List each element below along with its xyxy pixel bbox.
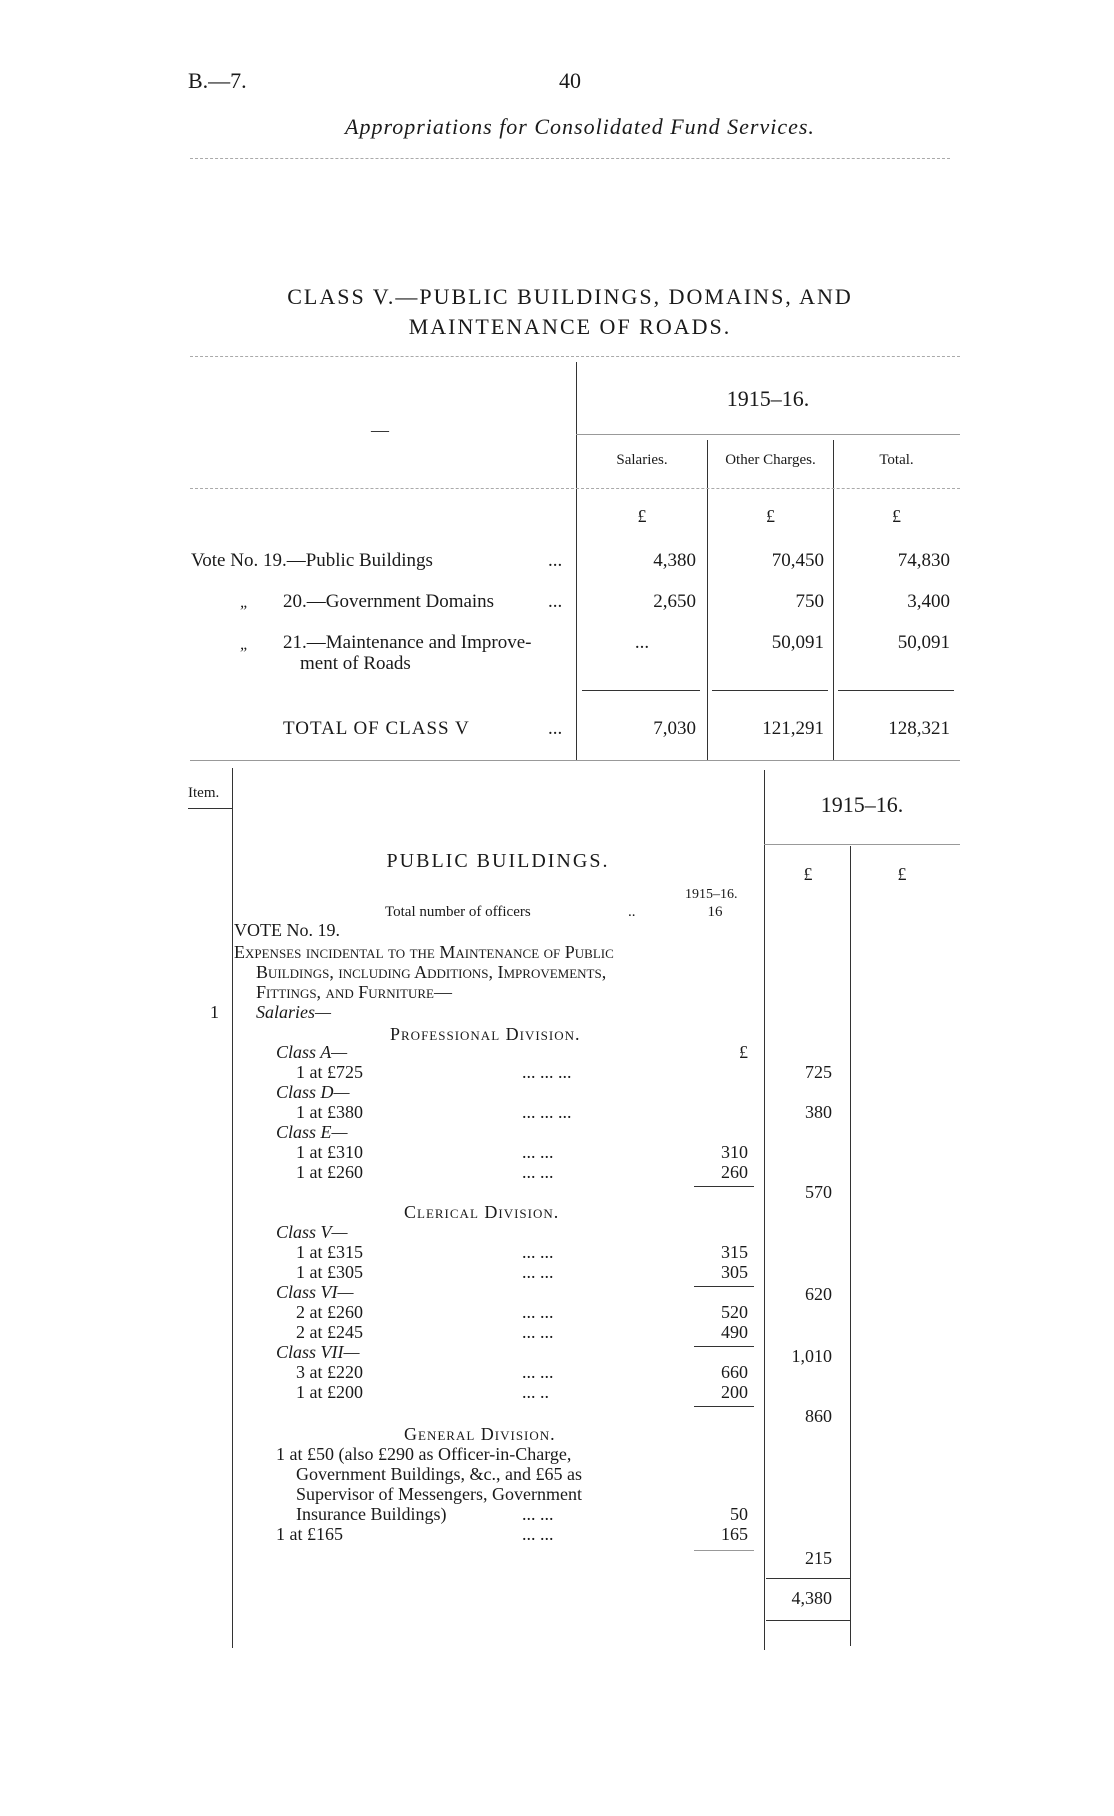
clerical-heading: Clerical Division. bbox=[404, 1202, 560, 1222]
summary-row-label-line2: ment of Roads bbox=[300, 653, 411, 674]
general-entry1-line4: Insurance Buildings) bbox=[296, 1504, 447, 1524]
class-label: Class A— bbox=[276, 1042, 348, 1062]
entry-leader: ... ... bbox=[522, 1242, 554, 1262]
summary-currency-salaries: £ bbox=[637, 506, 647, 526]
section-title: PUBLIC BUILDINGS. bbox=[386, 850, 610, 872]
subtotal-value: 725 bbox=[805, 1062, 832, 1082]
officers-year: 1915–16. bbox=[685, 887, 738, 902]
entry-leader: ... ... bbox=[522, 1302, 554, 1322]
summary-row-label-line1: 21.—Maintenance and Improve- bbox=[283, 632, 532, 653]
entry-text: 2 at £260 bbox=[296, 1302, 363, 1322]
entry-text: 1 at £725 bbox=[296, 1062, 363, 1082]
class-label: Class V— bbox=[276, 1222, 348, 1242]
ditto-mark: „ bbox=[240, 636, 249, 653]
entry-leader: ... ... bbox=[522, 1322, 554, 1342]
header-rule bbox=[190, 158, 950, 159]
running-title: Appropriations for Consolidated Fund Services. bbox=[345, 114, 815, 139]
amount-value: 660 bbox=[721, 1362, 748, 1382]
summary-row-salaries: ... bbox=[634, 632, 650, 653]
entry-text: 2 at £245 bbox=[296, 1322, 363, 1342]
amount-value: 520 bbox=[721, 1302, 748, 1322]
summary-row-other: 70,450 bbox=[771, 550, 824, 571]
subtotal-value: 215 bbox=[805, 1548, 832, 1568]
general-heading: General Division. bbox=[404, 1424, 556, 1444]
summary-total-total: 128,321 bbox=[888, 718, 950, 739]
entry-text: 1 at £305 bbox=[296, 1262, 363, 1282]
class-label: Class E— bbox=[276, 1122, 348, 1142]
officers-count: 16 bbox=[707, 904, 723, 920]
summary-total-other: 121,291 bbox=[762, 718, 824, 739]
professional-pound-sign: £ bbox=[739, 1042, 748, 1062]
summary-row-total: 74,830 bbox=[897, 550, 950, 571]
officers-leader: .. bbox=[628, 904, 636, 920]
amount-value: 50 bbox=[730, 1504, 748, 1524]
summary-row-other: 750 bbox=[795, 591, 824, 612]
entry-leader: ... ... bbox=[522, 1262, 554, 1282]
detail-currency-col1: £ bbox=[803, 864, 813, 884]
salaries-label: Salaries— bbox=[256, 1002, 332, 1022]
summary-row-leader: ... bbox=[548, 591, 563, 612]
amount-value: 260 bbox=[721, 1162, 748, 1182]
general-entry1-line3: Supervisor of Messengers, Government bbox=[296, 1484, 582, 1504]
summary-currency-other: £ bbox=[766, 506, 775, 526]
summary-row-total: 3,400 bbox=[907, 591, 950, 612]
officers-label: Total number of officers bbox=[385, 904, 531, 920]
entry-leader: ... ... ... bbox=[522, 1062, 572, 1082]
class-title-line1: CLASS V.—PUBLIC BUILDINGS, DOMAINS, AND bbox=[287, 284, 853, 309]
ditto-mark: „ bbox=[240, 594, 249, 611]
general-entry1-line1: 1 at £50 (also £290 as Officer-in-Charge, bbox=[276, 1444, 572, 1464]
item-column-header: Item. bbox=[188, 785, 220, 801]
amount-value: 490 bbox=[721, 1322, 748, 1342]
document-reference: B.—7. bbox=[188, 68, 247, 93]
amount-value: 305 bbox=[721, 1262, 748, 1282]
general-entry1-line2: Government Buildings, &c., and £65 as bbox=[296, 1464, 582, 1484]
amount-value: 200 bbox=[721, 1382, 748, 1402]
general-entry2: 1 at £165 bbox=[276, 1524, 343, 1544]
class-label: Class D— bbox=[276, 1082, 350, 1102]
grand-total: 4,380 bbox=[791, 1588, 832, 1608]
expenses-line3: Fittings, and Furniture— bbox=[256, 982, 452, 1002]
class-label: Class VII— bbox=[276, 1342, 360, 1362]
amount-value: 315 bbox=[721, 1242, 748, 1262]
entry-leader: ... .. bbox=[522, 1382, 549, 1402]
summary-row-label: 20.—Government Domains bbox=[283, 591, 495, 612]
item-number: 1 bbox=[210, 1002, 219, 1022]
subtotal-value: 380 bbox=[805, 1102, 832, 1122]
entry-text: 1 at £260 bbox=[296, 1162, 363, 1182]
entry-text: 1 at £380 bbox=[296, 1102, 363, 1122]
expenses-line2: Buildings, including Additions, Improvements, bbox=[256, 962, 607, 982]
summary-row-salaries: 2,650 bbox=[653, 591, 696, 612]
summary-year-header: 1915–16. bbox=[726, 386, 810, 411]
class-title-line2: MAINTENANCE OF ROADS. bbox=[408, 314, 732, 339]
summary-currency-total: £ bbox=[892, 506, 901, 526]
summary-row-other: 50,091 bbox=[771, 632, 824, 653]
detail-year-header: 1915–16. bbox=[820, 792, 904, 817]
amount-value: 165 bbox=[721, 1524, 748, 1544]
summary-row-total: 50,091 bbox=[897, 632, 950, 653]
expenses-line1: Expenses incidental to the Maintenance of Public bbox=[234, 942, 614, 962]
summary-row-salaries: 4,380 bbox=[653, 550, 696, 571]
vote-heading: VOTE No. 19. bbox=[234, 920, 340, 940]
summary-col-total: Total. bbox=[879, 452, 914, 468]
summary-row-leader: ... bbox=[548, 550, 563, 571]
summary-total-salaries: 7,030 bbox=[653, 718, 696, 739]
subtotal-value: 620 bbox=[805, 1284, 832, 1304]
summary-col-salaries: Salaries. bbox=[616, 452, 668, 468]
subtotal-value: 1,010 bbox=[791, 1346, 832, 1366]
summary-stub-header: — bbox=[371, 420, 389, 440]
entry-leader: ... ... bbox=[522, 1362, 554, 1382]
summary-row-label: Vote No. 19.—Public Buildings bbox=[191, 550, 433, 571]
entry-leader: ... ... bbox=[522, 1162, 554, 1182]
entry-leader: ... ... ... bbox=[522, 1102, 572, 1122]
page-number: 40 bbox=[559, 68, 581, 93]
amount-value: 310 bbox=[721, 1142, 748, 1162]
entry-text: 1 at £310 bbox=[296, 1142, 363, 1162]
summary-total-leader: ... bbox=[548, 718, 563, 739]
professional-heading: Professional Division. bbox=[390, 1024, 581, 1044]
entry-text: 1 at £315 bbox=[296, 1242, 363, 1262]
entry-leader: ... ... bbox=[522, 1504, 554, 1524]
entry-leader: ... ... bbox=[522, 1142, 554, 1162]
entry-leader: ... ... bbox=[522, 1524, 554, 1544]
summary-col-other-charges: Other Charges. bbox=[725, 452, 816, 468]
detail-currency-col2: £ bbox=[897, 864, 907, 884]
subtotal-value: 860 bbox=[805, 1406, 832, 1426]
entry-text: 1 at £200 bbox=[296, 1382, 363, 1402]
subtotal-value: 570 bbox=[805, 1182, 832, 1202]
entry-text: 3 at £220 bbox=[296, 1362, 363, 1382]
summary-total-label: TOTAL OF CLASS V bbox=[283, 718, 470, 739]
class-label: Class VI— bbox=[276, 1282, 354, 1302]
